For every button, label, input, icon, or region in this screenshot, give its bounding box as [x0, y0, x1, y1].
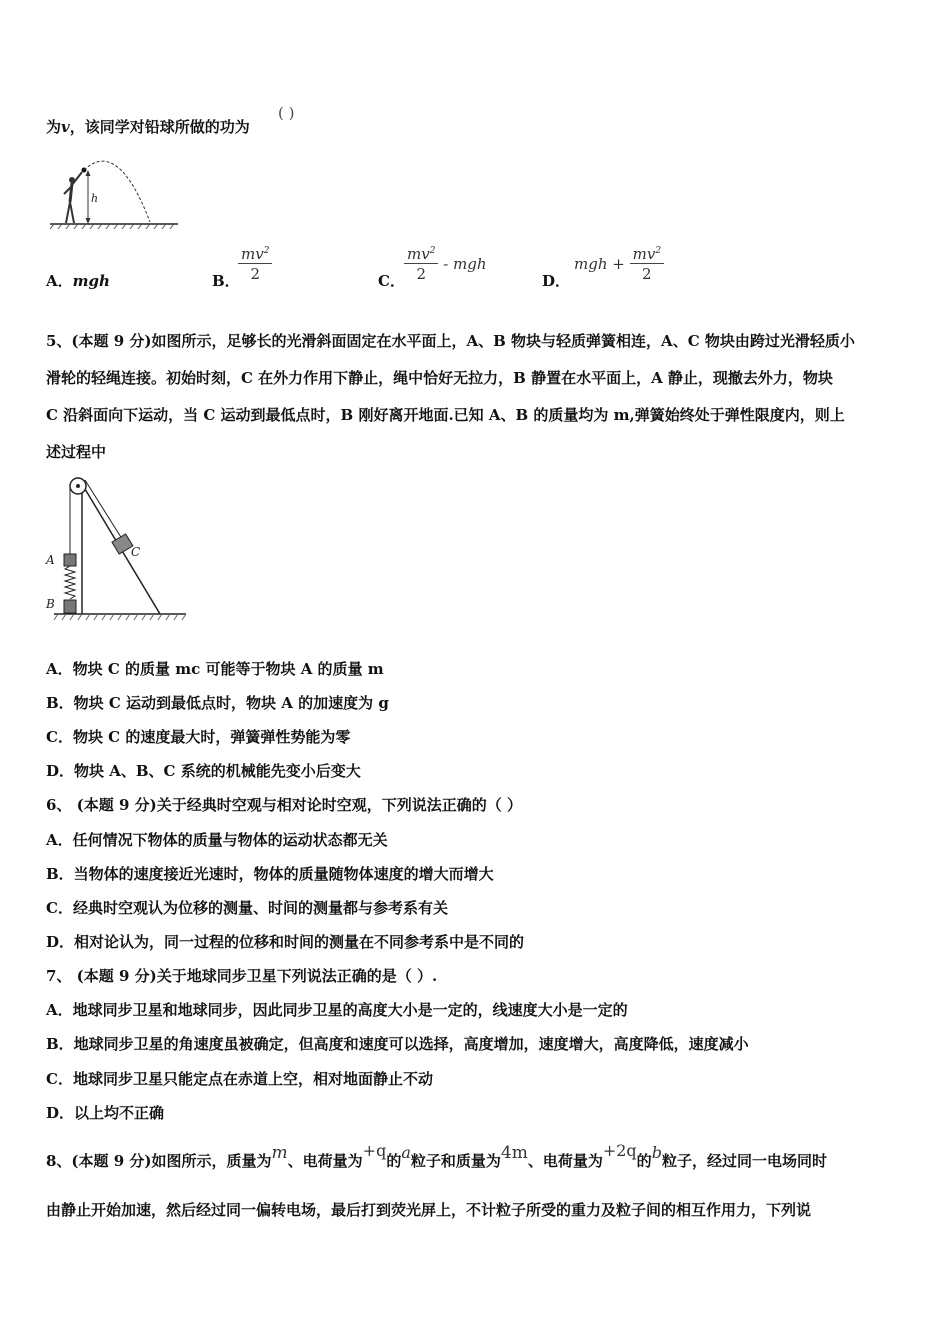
q5-line-2: 滑轮的轻绳连接。初始时刻，C 在外力作用下静止，绳中恰好无拉力，B 静置在水平面上，A 静止，现撤去外力，物块 [46, 369, 833, 387]
label-h: h [91, 192, 99, 205]
q5-line-3: C 沿斜面向下运动，当 C 运动到最低点时，B 刚好离开地面.已知 A、B 的质量均为 m,弹簧始终处于弹性限度内，则上 [46, 406, 845, 424]
q5-option-b: B．物块 C 运动到最低点时，物块 A 的加速度为 g [46, 694, 389, 712]
q4-tail-line: 为v，该同学对铅球所做的功为 ( ) [46, 104, 295, 136]
q5-option-c: C．物块 C 的速度最大时，弹簧弹性势能为零 [46, 728, 351, 746]
answer-paren: ( ) [278, 104, 295, 122]
q6-option-d: D．相对论认为，同一过程的位移和时间的测量在不同参考系中是不同的 [46, 933, 525, 951]
q4-option-d-expression: mgh + $\frac{mv^2}{2}$ [574, 246, 664, 282]
q4-option-d: D． [542, 272, 571, 290]
q5-line-4: 述过程中 [46, 443, 107, 461]
q5-line-1: 5、(本题 9 分)如图所示，足够长的光滑斜面固定在水平面上，A、B 物块与轻质弹簧相连，A、C 物块由跨过光滑轻质小 [46, 332, 855, 350]
q7-option-a: A．地球同步卫星和地球同步，因此同步卫星的高度大小是一定的，线速度大小是一定的 [46, 1001, 628, 1019]
q8-line-1: 8、(本题 9 分)如图所示，质量为m、电荷量为+q的a粒子和质量为4m、电荷量为+2q的b粒子，经过同一电场同时 [46, 1141, 827, 1170]
label-c: C [131, 545, 141, 559]
q4-option-a: A．mgh [46, 272, 110, 290]
q4-option-c: C． [378, 272, 405, 290]
q4-option-b: B． [212, 272, 240, 290]
q7-option-c: C．地球同步卫星只能定点在赤道上空，相对地面静止不动 [46, 1070, 433, 1088]
q6-option-c: C．经典时空观认为位移的测量、时间的测量都与参考系有关 [46, 899, 448, 917]
q4-option-c-expression: $\frac{mv^2}{2}$ - mgh [404, 246, 487, 282]
q5-option-a: A．物块 C 的质量 mc 可能等于物块 A 的质量 m [46, 660, 384, 678]
q6-stem: 6、 (本题 9 分)关于经典时空观与相对论时空观，下列说法正确的（ ） [46, 796, 522, 814]
incline-pulley-figure [44, 474, 190, 626]
q4-option-b-fraction: $\frac{mv^2}{2}$ [238, 246, 272, 282]
label-a: A [46, 553, 55, 567]
q6-option-a: A．任何情况下物体的质量与物体的运动状态都无关 [46, 831, 388, 849]
q7-option-d: D．以上均不正确 [46, 1104, 165, 1122]
q8-line-2: 由静止开始加速，然后经过同一偏转电场，最后打到荧光屏上，不计粒子所受的重力及粒子间的相互作用力，下列说 [46, 1201, 812, 1219]
label-b: B [46, 597, 55, 611]
shot-put-figure [48, 160, 180, 232]
q7-stem: 7、 (本题 9 分)关于地球同步卫星下列说法正确的是（ ）. [46, 967, 438, 985]
q7-option-b: B．地球同步卫星的角速度虽被确定，但高度和速度可以选择，高度增加，速度增大，高度降低，速度减小 [46, 1035, 749, 1053]
q5-option-d: D．物块 A、B、C 系统的机械能先变小后变大 [46, 762, 361, 780]
q6-option-b: B．当物体的速度接近光速时，物体的质量随物体速度的增大而增大 [46, 865, 494, 883]
